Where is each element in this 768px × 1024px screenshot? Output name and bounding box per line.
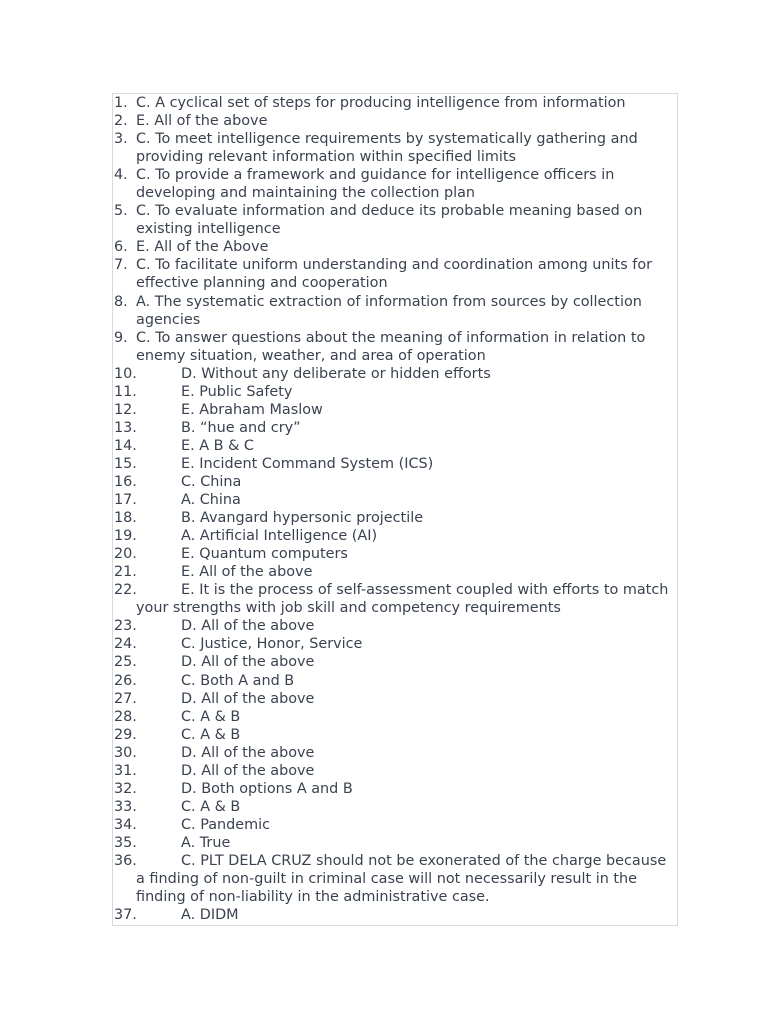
- answer-number: 21.: [114, 564, 137, 581]
- answer-text: D. All of the above: [181, 654, 315, 671]
- answer-item: [114, 708, 673, 726]
- answer-text: C. A & B: [181, 708, 241, 725]
- answer-item: [114, 672, 673, 690]
- answer-number: 15.: [114, 455, 137, 472]
- answer-text: E. Quantum computers: [181, 546, 348, 563]
- answer-text: A. The systematic extraction of information from sources by collection agencies: [136, 293, 642, 328]
- answer-item: [114, 690, 673, 708]
- answer-number: 19.: [114, 528, 137, 545]
- answer-text: A. Artificial Intelligence (AI): [181, 528, 378, 545]
- answer-item: [114, 491, 673, 509]
- answer-number: 29.: [114, 726, 137, 743]
- answer-text: E. All of the Above: [136, 239, 269, 256]
- answer-number: 31.: [114, 762, 137, 779]
- answer-item: [114, 527, 673, 545]
- answer-item: [114, 238, 673, 256]
- answer-text: E. Abraham Maslow: [181, 401, 323, 418]
- answer-text: E. It is the process of self-assessment coupled with efforts to match your strengths with job skill and competency requirements: [136, 582, 669, 617]
- answer-text: C. To provide a framework and guidance for intelligence officers in developing and maintaining the collection plan: [136, 167, 615, 202]
- answer-number: 16.: [114, 473, 137, 490]
- answer-item: [114, 202, 673, 238]
- answer-text: A. China: [181, 492, 241, 509]
- answer-text: B. “hue and cry”: [181, 419, 301, 436]
- answer-number: 17.: [114, 492, 137, 509]
- answer-text: C. To facilitate uniform understanding and coordination among units for effective planning and cooperation: [136, 257, 653, 292]
- answer-item: [114, 94, 673, 112]
- answer-item: [114, 256, 673, 292]
- answer-text: E. A B & C: [181, 437, 254, 454]
- answer-text: C. A cyclical set of steps for producing intelligence from information: [136, 95, 626, 111]
- answer-number: 6.: [114, 239, 128, 256]
- answer-number: 3.: [114, 131, 128, 148]
- answer-text: D. All of the above: [181, 744, 315, 761]
- answer-text: C. Both A and B: [181, 672, 295, 689]
- answer-item: [114, 130, 673, 166]
- answer-number: 8.: [114, 293, 128, 310]
- answer-number: 2.: [114, 113, 128, 130]
- answer-text: C. Pandemic: [181, 816, 271, 833]
- answer-text: C. To evaluate information and deduce its probable meaning based on existing intelligence: [136, 203, 643, 238]
- answer-text: C. To meet intelligence requirements by systematically gathering and providing relevant information within specified limits: [136, 131, 638, 166]
- answer-number: 9.: [114, 329, 128, 346]
- answer-number: 12.: [114, 401, 137, 418]
- answer-number: 7.: [114, 257, 128, 274]
- answer-number: 5.: [114, 203, 128, 220]
- answer-number: 36.: [114, 852, 137, 869]
- answer-text: E. All of the above: [136, 113, 268, 130]
- answer-item: [114, 166, 673, 202]
- answer-text: E. Public Safety: [181, 383, 293, 400]
- answer-item: [114, 545, 673, 563]
- answer-item: [114, 762, 673, 780]
- answer-number: 1.: [114, 95, 128, 111]
- answer-number: 10.: [114, 365, 137, 382]
- answer-text: A. True: [181, 834, 231, 851]
- answer-item: [114, 455, 673, 473]
- answer-item: [114, 419, 673, 437]
- answer-text: D. All of the above: [181, 762, 315, 779]
- answer-item: [114, 617, 673, 635]
- answer-number: 18.: [114, 510, 137, 527]
- answer-text: C. PLT DELA CRUZ should not be exonerated of the charge because a finding of non-guilt in criminal case will not necessarily result in the finding of non-liability in the administrative case.: [136, 852, 667, 906]
- answer-number: 27.: [114, 690, 137, 707]
- answer-text: D. Both options A and B: [181, 780, 353, 797]
- answer-text: D. All of the above: [181, 618, 315, 635]
- answer-number: 26.: [114, 672, 137, 689]
- answer-item: [114, 906, 673, 924]
- answer-item: [114, 293, 673, 329]
- answer-key-box: [112, 93, 678, 926]
- answer-number: 32.: [114, 780, 137, 797]
- answer-number: 20.: [114, 546, 137, 563]
- answer-text: C. China: [181, 473, 242, 490]
- answer-item: [114, 744, 673, 762]
- answer-item: [114, 329, 673, 365]
- answer-text: A. DIDM: [181, 907, 239, 924]
- answer-item: [114, 365, 673, 383]
- answer-text: C. A & B: [181, 726, 241, 743]
- answer-item: [114, 816, 673, 834]
- answer-item: [114, 509, 673, 527]
- answer-number: 25.: [114, 654, 137, 671]
- answer-number: 11.: [114, 383, 137, 400]
- answer-item: [114, 834, 673, 852]
- answer-number: 22.: [114, 582, 137, 599]
- answer-item: [114, 780, 673, 798]
- answer-item: [114, 112, 673, 130]
- answer-item: [114, 852, 673, 906]
- answer-text: E. Incident Command System (ICS): [181, 455, 434, 472]
- answer-number: 35.: [114, 834, 137, 851]
- answer-item: [114, 798, 673, 816]
- answer-number: 4.: [114, 167, 128, 184]
- answer-text: C. To answer questions about the meaning of information in relation to enemy situation, weather, and area of operation: [136, 329, 646, 364]
- answer-number: 13.: [114, 419, 137, 436]
- answer-number: 34.: [114, 816, 137, 833]
- answer-item: [114, 473, 673, 491]
- answer-text: B. Avangard hypersonic projectile: [181, 510, 424, 527]
- answer-item: [114, 383, 673, 401]
- answer-text: D. All of the above: [181, 690, 315, 707]
- answer-list: [114, 94, 673, 924]
- answer-number: 23.: [114, 618, 137, 635]
- answer-text: D. Without any deliberate or hidden efforts: [181, 365, 491, 382]
- answer-item: [114, 401, 673, 419]
- answer-item: [114, 653, 673, 671]
- answer-text: C. Justice, Honor, Service: [181, 636, 363, 653]
- answer-number: 30.: [114, 744, 137, 761]
- answer-item: [114, 563, 673, 581]
- answer-number: 28.: [114, 708, 137, 725]
- answer-number: 14.: [114, 437, 137, 454]
- answer-item: [114, 726, 673, 744]
- answer-item: [114, 581, 673, 617]
- answer-item: [114, 635, 673, 653]
- answer-text: C. A & B: [181, 798, 241, 815]
- answer-number: 24.: [114, 636, 137, 653]
- answer-number: 33.: [114, 798, 137, 815]
- answer-item: [114, 437, 673, 455]
- answer-text: E. All of the above: [181, 564, 313, 581]
- answer-number: 37.: [114, 907, 137, 924]
